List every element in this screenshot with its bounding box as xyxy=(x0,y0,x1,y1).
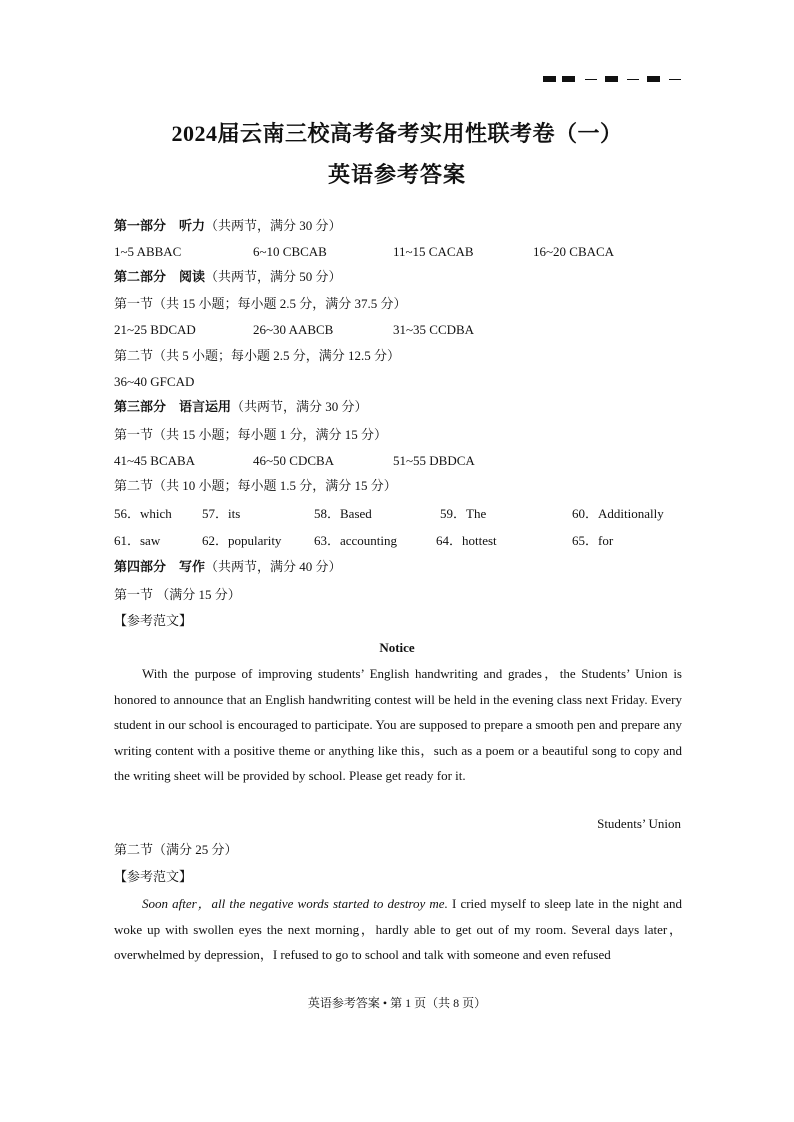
answer-item: 59．The xyxy=(440,506,487,521)
story-opening: Soon after，all the negative words started to destroy me. xyxy=(142,896,448,911)
answer-item: 64．hottest xyxy=(436,533,497,548)
answer-item: 62．popularity xyxy=(202,533,282,548)
answer-group: 11~15 CACAB xyxy=(393,244,474,259)
part4-section2: 第二节（满分 25 分） xyxy=(114,842,238,857)
part3-note: （共两节，满分 30 分） xyxy=(231,399,368,414)
answer-item: 63．accounting xyxy=(314,533,398,548)
answer-group: 21~25 BDCAD xyxy=(114,322,196,337)
sample-label: 【参考范文】 xyxy=(114,869,193,884)
sample-label: 【参考范文】 xyxy=(114,613,193,628)
story-body xyxy=(114,891,682,968)
page-subtitle: 英语参考答案 xyxy=(327,162,466,187)
notice-signature: Students’ Union xyxy=(597,816,681,831)
part3-heading xyxy=(114,399,368,415)
part3-section1: 第一节（共 15 小题；每小题 1 分，满分 15 分） xyxy=(114,427,388,442)
part1-note: （共两节，满分 30 分） xyxy=(205,218,342,233)
notice-body: With the purpose of improving students’ English handwriting and grades，the Students’ Union is honored to announce that an English handwriting contest will be held in the evening class next Friday. Every student in our school is encouraged to participate. You are supposed to prepare a smooth pen and prepare any writing content with a positive theme or anything like this，such as a poem or a beautiful song to copy and the writing sheet will be provided by school. Please get ready for it. xyxy=(114,666,682,783)
answer-item: 60．Additionally xyxy=(572,506,664,521)
answer-group: 16~20 CBACA xyxy=(533,244,615,259)
answer-group: 26~30 AABCB xyxy=(253,322,334,337)
part3-title: 第三部分 语言运用 xyxy=(114,399,232,414)
page-footer: 英语参考答案 • 第 1 页（共 8 页） xyxy=(307,996,487,1010)
part1-title: 第一部分 听力 xyxy=(114,218,206,233)
answer-item: 61．saw xyxy=(114,533,161,548)
part4-heading xyxy=(114,559,342,575)
story-continuation: I cried myself to sleep late in the night and woke up with swollen eyes the next morning，hardly able to get out of my room. Several days later，overwhelmed by depression，I refused to go to school and talk with someone and even refused xyxy=(114,896,682,962)
part3-section2: 第二节（共 10 小题；每小题 1.5 分，满分 15 分） xyxy=(114,478,397,493)
part4-title: 第四部分 写作 xyxy=(114,559,206,574)
answer-group: 1~5 ABBAC xyxy=(114,244,182,259)
answer-item: 65．for xyxy=(572,533,614,548)
answer-group: 41~45 BCABA xyxy=(114,453,196,468)
answer-group: 6~10 CBCAB xyxy=(253,244,327,259)
part4-section1: 第一节 （满分 15 分） xyxy=(114,587,241,602)
answer-item: 57．its xyxy=(202,506,241,521)
answer-item: 58．Based xyxy=(314,506,372,521)
page-title: 2024届云南三校高考备考实用性联考卷（一） xyxy=(171,121,623,146)
part2-title: 第二部分 阅读 xyxy=(114,269,206,284)
part4-note: （共两节，满分 40 分） xyxy=(205,559,342,574)
answer-group: 46~50 CDCBA xyxy=(253,453,335,468)
part2-section2: 第二节（共 5 小题；每小题 2.5 分，满分 12.5 分） xyxy=(114,348,401,363)
notice-title: Notice xyxy=(379,640,415,655)
answer-group: 31~35 CCDBA xyxy=(393,322,475,337)
answer-group: 36~40 GFCAD xyxy=(114,374,195,389)
answer-group: 51~55 DBDCA xyxy=(393,453,475,468)
part2-note: （共两节，满分 50 分） xyxy=(205,269,342,284)
answer-item: 56．which xyxy=(114,506,172,521)
part1-heading xyxy=(114,218,342,234)
part2-heading xyxy=(114,269,342,285)
part2-section1: 第一节（共 15 小题；每小题 2.5 分，满分 37.5 分） xyxy=(114,296,407,311)
